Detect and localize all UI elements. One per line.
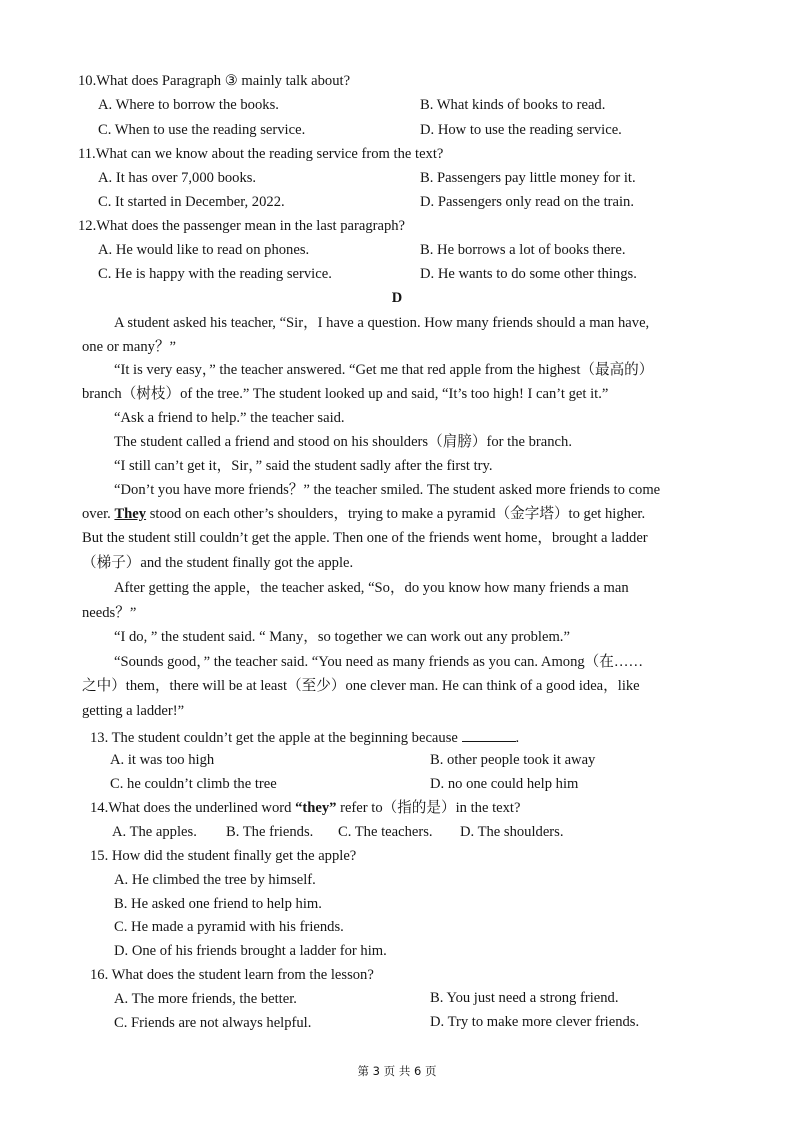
passage-text: stood on each other’s shoulders，trying to make a pyramid（金字塔）to get higher. [146,506,646,522]
question-12-option-b: B. He borrows a lot of books there. [420,242,626,258]
question-13-option-d: D. no one could help him [430,776,579,792]
question-16-stem: 16. What does the student learn from the lesson? [90,967,374,983]
question-10-option-d: D. How to use the reading service. [420,122,622,138]
question-16-option-a: A. The more friends, the better. [114,991,297,1007]
passage-line [82,505,645,523]
question-13-stem-text: 13. The student couldn’t get the apple at the beginning because [90,730,458,746]
passage-line: 之中）them，there will be at least（至少）one clever man. He can think of a good idea，like [82,678,640,694]
passage-line: But the student still couldn’t get the apple. Then one of the friends went home，brought a ladder [82,530,648,546]
question-15-option-a: A. He climbed the tree by himself. [114,872,316,888]
question-14-option-c: C. The teachers. [338,824,433,840]
question-14-option-b: B. The friends. [226,824,314,840]
passage-line: one or many？” [82,339,177,355]
passage-line: “Don’t you have more friends？” the teacher smiled. The student asked more friends to come [114,482,661,498]
question-13-option-c: C. he couldn’t climb the tree [110,776,277,792]
passage-line: “Ask a friend to help.” the teacher said. [114,410,345,426]
passage-line: branch（树枝）of the tree.” The student looked up and said, “It’s too high! I can’t get it.” [82,386,609,402]
passage-line: A student asked his teacher, “Sir，I have a question. How many friends should a man have, [114,315,650,331]
question-14-stem-text: 14.What does the underlined word [90,800,296,816]
passage-line: needs？” [82,605,137,621]
question-15-stem: 15. How did the student finally get the apple? [90,848,357,864]
passage-line: （梯子）and the student finally got the apple. [82,555,354,571]
question-11-option-c: C. It started in December, 2022. [98,194,285,210]
question-10-option-c: C. When to use the reading service. [98,122,306,138]
question-14-option-a: A. The apples. [112,824,197,840]
question-15-option-d: D. One of his friends brought a ladder for him. [114,943,387,959]
question-11-stem: 11.What can we know about the reading service from the text? [78,146,444,162]
page-number: 第 3 页 共 6 页 [357,1064,437,1078]
question-11-option-d: D. Passengers only read on the train. [420,194,634,210]
question-15-option-b: B. He asked one friend to help him. [114,896,322,912]
question-13-stem [90,727,519,747]
question-11-option-a: A. It has over 7,000 books. [98,170,257,186]
question-13-option-a: A. it was too high [110,752,215,768]
question-10-option-b: B. What kinds of books to read. [420,97,606,113]
question-12-stem: 12.What does the passenger mean in the last paragraph? [78,218,406,234]
answer-blank[interactable] [462,727,516,742]
question-13-option-b: B. other people took it away [430,752,596,768]
passage-line: “I still can’t get it，Sir，” said the student sadly after the first try. [114,458,493,474]
underlined-word-they: They [114,506,147,522]
question-15-option-c: C. He made a pyramid with his friends. [114,919,344,935]
question-14-keyword: “they” [295,800,337,816]
passage-text: over. [82,506,115,522]
question-14-stem [90,799,520,817]
question-16-option-b: B. You just need a strong friend. [430,990,619,1006]
question-16-option-d: D. Try to make more clever friends. [430,1014,640,1030]
question-12-option-a: A. He would like to read on phones. [98,242,310,258]
question-11-option-b: B. Passengers pay little money for it. [420,170,636,186]
question-16-option-c: C. Friends are not always helpful. [114,1015,312,1031]
passage-line: “It is very easy，” the teacher answered. “Get me that red apple from the highest（最高的） [114,362,654,378]
question-12-option-c: C. He is happy with the reading service. [98,266,332,282]
question-12-option-d: D. He wants to do some other things. [420,266,637,282]
question-14-option-d: D. The shoulders. [460,824,564,840]
question-14-stem-end: refer to（指的是）in the text? [336,800,521,816]
passage-heading: D [391,290,403,306]
passage-line: “I do, ” the student said. “ Many，so together we can work out any problem.” [114,629,570,645]
passage-line: getting a ladder!” [82,703,185,719]
question-10-stem: 10.What does Paragraph ③ mainly talk about? [78,73,351,89]
passage-line: The student called a friend and stood on his shoulders（肩膀）for the branch. [114,434,572,450]
question-10-option-a: A. Where to borrow the books. [98,97,279,113]
passage-line: “Sounds good，” the teacher said. “You need as many friends as you can. Among（在…… [114,654,644,670]
question-13-stem-end: . [515,730,520,746]
passage-line: After getting the apple，the teacher asked, “So，do you know how many friends a man [114,580,629,596]
